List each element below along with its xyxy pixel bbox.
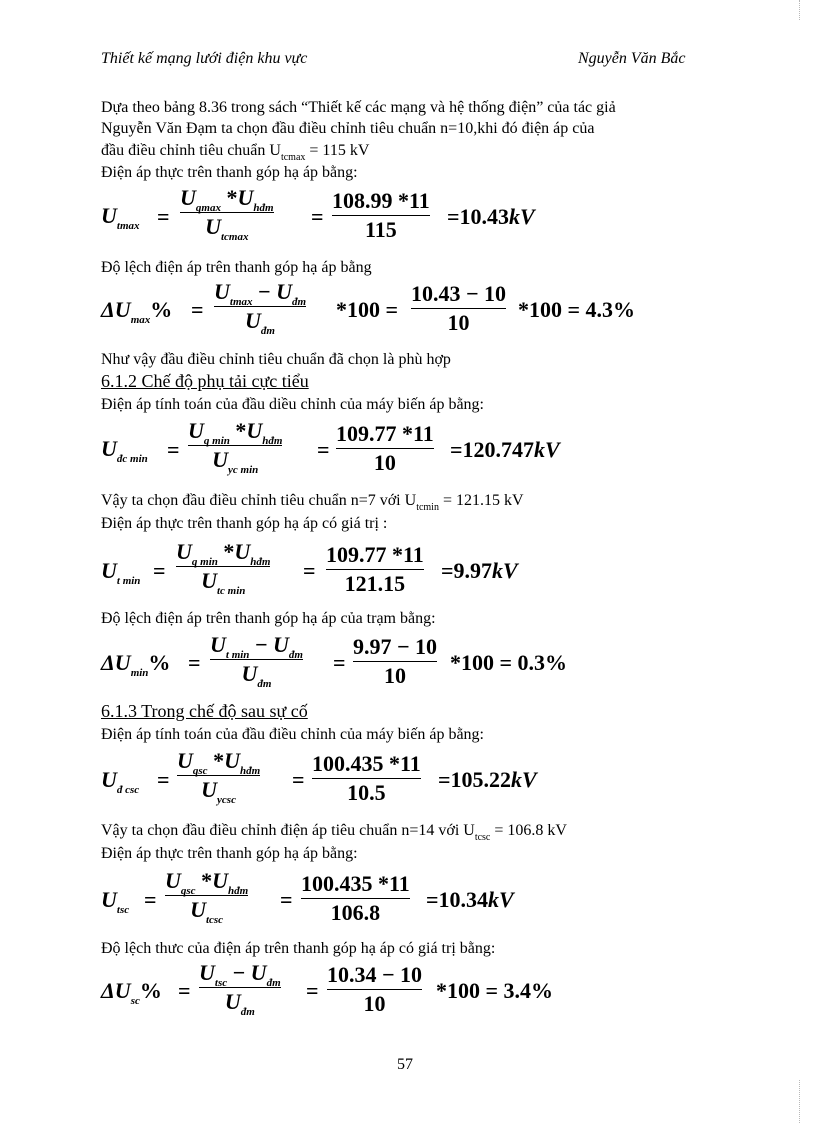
para-line: Độ lệch điện áp trên thanh góp hạ áp bằng (101, 259, 372, 276)
equation-fraction: 109.77 *11 10 (336, 421, 434, 475)
equation-fraction: 108.99 *11 115 (332, 188, 430, 242)
equation-result: =10.43kV (447, 204, 535, 229)
equation-fraction: 9.97 − 10 10 (353, 634, 438, 688)
equation-fraction: $U_{qsc}$ $*U_{hđm}$ $U_{tcsc}$ (165, 868, 249, 926)
equation-fraction: $U_{tsc} - U_{đm}$ $U_{đm}$ (199, 960, 281, 1018)
equation-result: =10.34kV (426, 887, 514, 912)
para-line: Vậy ta chọn đầu điều chỉnh điện áp tiêu chuẩn n=14 với $U_{tcsc} = 106.8$ kV (101, 822, 567, 843)
para-line: Điện áp thực trên thanh góp hạ áp bằng: (101, 845, 358, 862)
equation-lhs: $U_{tmax}$ (101, 203, 140, 232)
para-line: Điện áp tính toán của đầu diều chỉnh của máy biến áp bằng: (101, 396, 484, 413)
equation-fraction: $U_{qsc}$ $*U_{hđm}$ $U_{ycsc}$ (177, 748, 261, 806)
equation-lhs: $\Delta U_{min}\%$ (101, 650, 171, 679)
page-edge-rule-bottom (799, 1080, 800, 1123)
equation-lhs: $U_{đc min}$ (101, 436, 148, 465)
para-line: Điện áp thực trên thanh góp hạ áp bằng: (101, 164, 358, 181)
para-line: Như vậy đầu điều chỉnh tiêu chuẩn đã chọn là phù hợp (101, 351, 451, 368)
para-line: Độ lệch thưc của điện áp trên thanh góp hạ áp có giá trị bằng: (101, 940, 496, 957)
page-number: 57 (397, 1056, 413, 1073)
equation-fraction: $U_{q min}$ $*U_{hđm}$ $U_{yc min}$ (188, 418, 283, 476)
equation-lhs: $U_{đ csc}$ (101, 767, 140, 796)
equation-result: *100 = 3.4% (436, 978, 554, 1003)
page-edge-rule-top (799, 0, 800, 20)
para-line: Dựa theo bảng 8.36 trong sách “Thiết kế các mạng và hệ thống điện” của tác giả (101, 99, 616, 116)
equation-lhs: $U_{t min}$ (101, 558, 141, 587)
equation-fraction: $U_{tmax} - U_{đm}$ $U_{đm}$ (214, 279, 307, 337)
equation-result: *100 = 4.3% (518, 297, 636, 322)
equation-fraction: $U_{q min}$ $*U_{hđm}$ $U_{tc min}$ (176, 539, 271, 597)
para-line: Điện áp tính toán của đầu điều chỉnh của máy biến áp bằng: (101, 726, 484, 743)
para-line: Điện áp thực trên thanh góp hạ áp có giá trị : (101, 515, 388, 532)
equation-fraction: $U_{qmax}$ $*U_{hđm}$ $U_{tcmax}$ (180, 185, 274, 243)
equation-fraction: 100.435 *11 106.8 (301, 871, 410, 925)
para-line: đầu điều chỉnh tiêu chuẩn $U_{tcmax} = 115$ kV (101, 142, 370, 163)
para-line: Vậy ta chọn đầu điều chỉnh tiêu chuẩn n=7 với $U_{tcmin} = 121.15$ kV (101, 492, 524, 513)
equation-fraction: $U_{t min} - U_{đm}$ $U_{đm}$ (210, 632, 303, 690)
equation-result: =120.747kV (450, 437, 560, 462)
equation-lhs: $\Delta U_{max}\%$ (101, 297, 173, 326)
equation-fraction: 109.77 *11 121.15 (326, 542, 424, 596)
equation-lhs: $U_{tsc}$ (101, 887, 130, 916)
equation-fraction: 10.43 − 10 10 (411, 281, 507, 335)
equation-fraction: 10.34 − 10 10 (327, 962, 423, 1016)
para-line: Độ lệch điện áp trên thanh góp hạ áp của trạm bằng: (101, 610, 436, 627)
equation-result: =9.97kV (441, 558, 518, 583)
header-left: Thiết kế mạng lưới điện khu vực (101, 50, 308, 67)
section-heading: 6.1.3 Trong chế độ sau sự cố (101, 701, 308, 721)
equation-lhs: $\Delta U_{sc}\%$ (101, 978, 162, 1007)
equation-fraction: 100.435 *11 10.5 (312, 751, 421, 805)
equation-result: *100 = 0.3% (450, 650, 568, 675)
para-line: Nguyễn Văn Đạm ta chọn đầu điều chỉnh tiêu chuẩn n=10,khi đó điện áp của (101, 120, 595, 137)
equation-result: =105.22kV (438, 767, 537, 792)
section-heading: 6.1.2 Chế độ phụ tải cực tiểu (101, 371, 309, 391)
header-right: Nguyễn Văn Bắc (578, 50, 686, 67)
